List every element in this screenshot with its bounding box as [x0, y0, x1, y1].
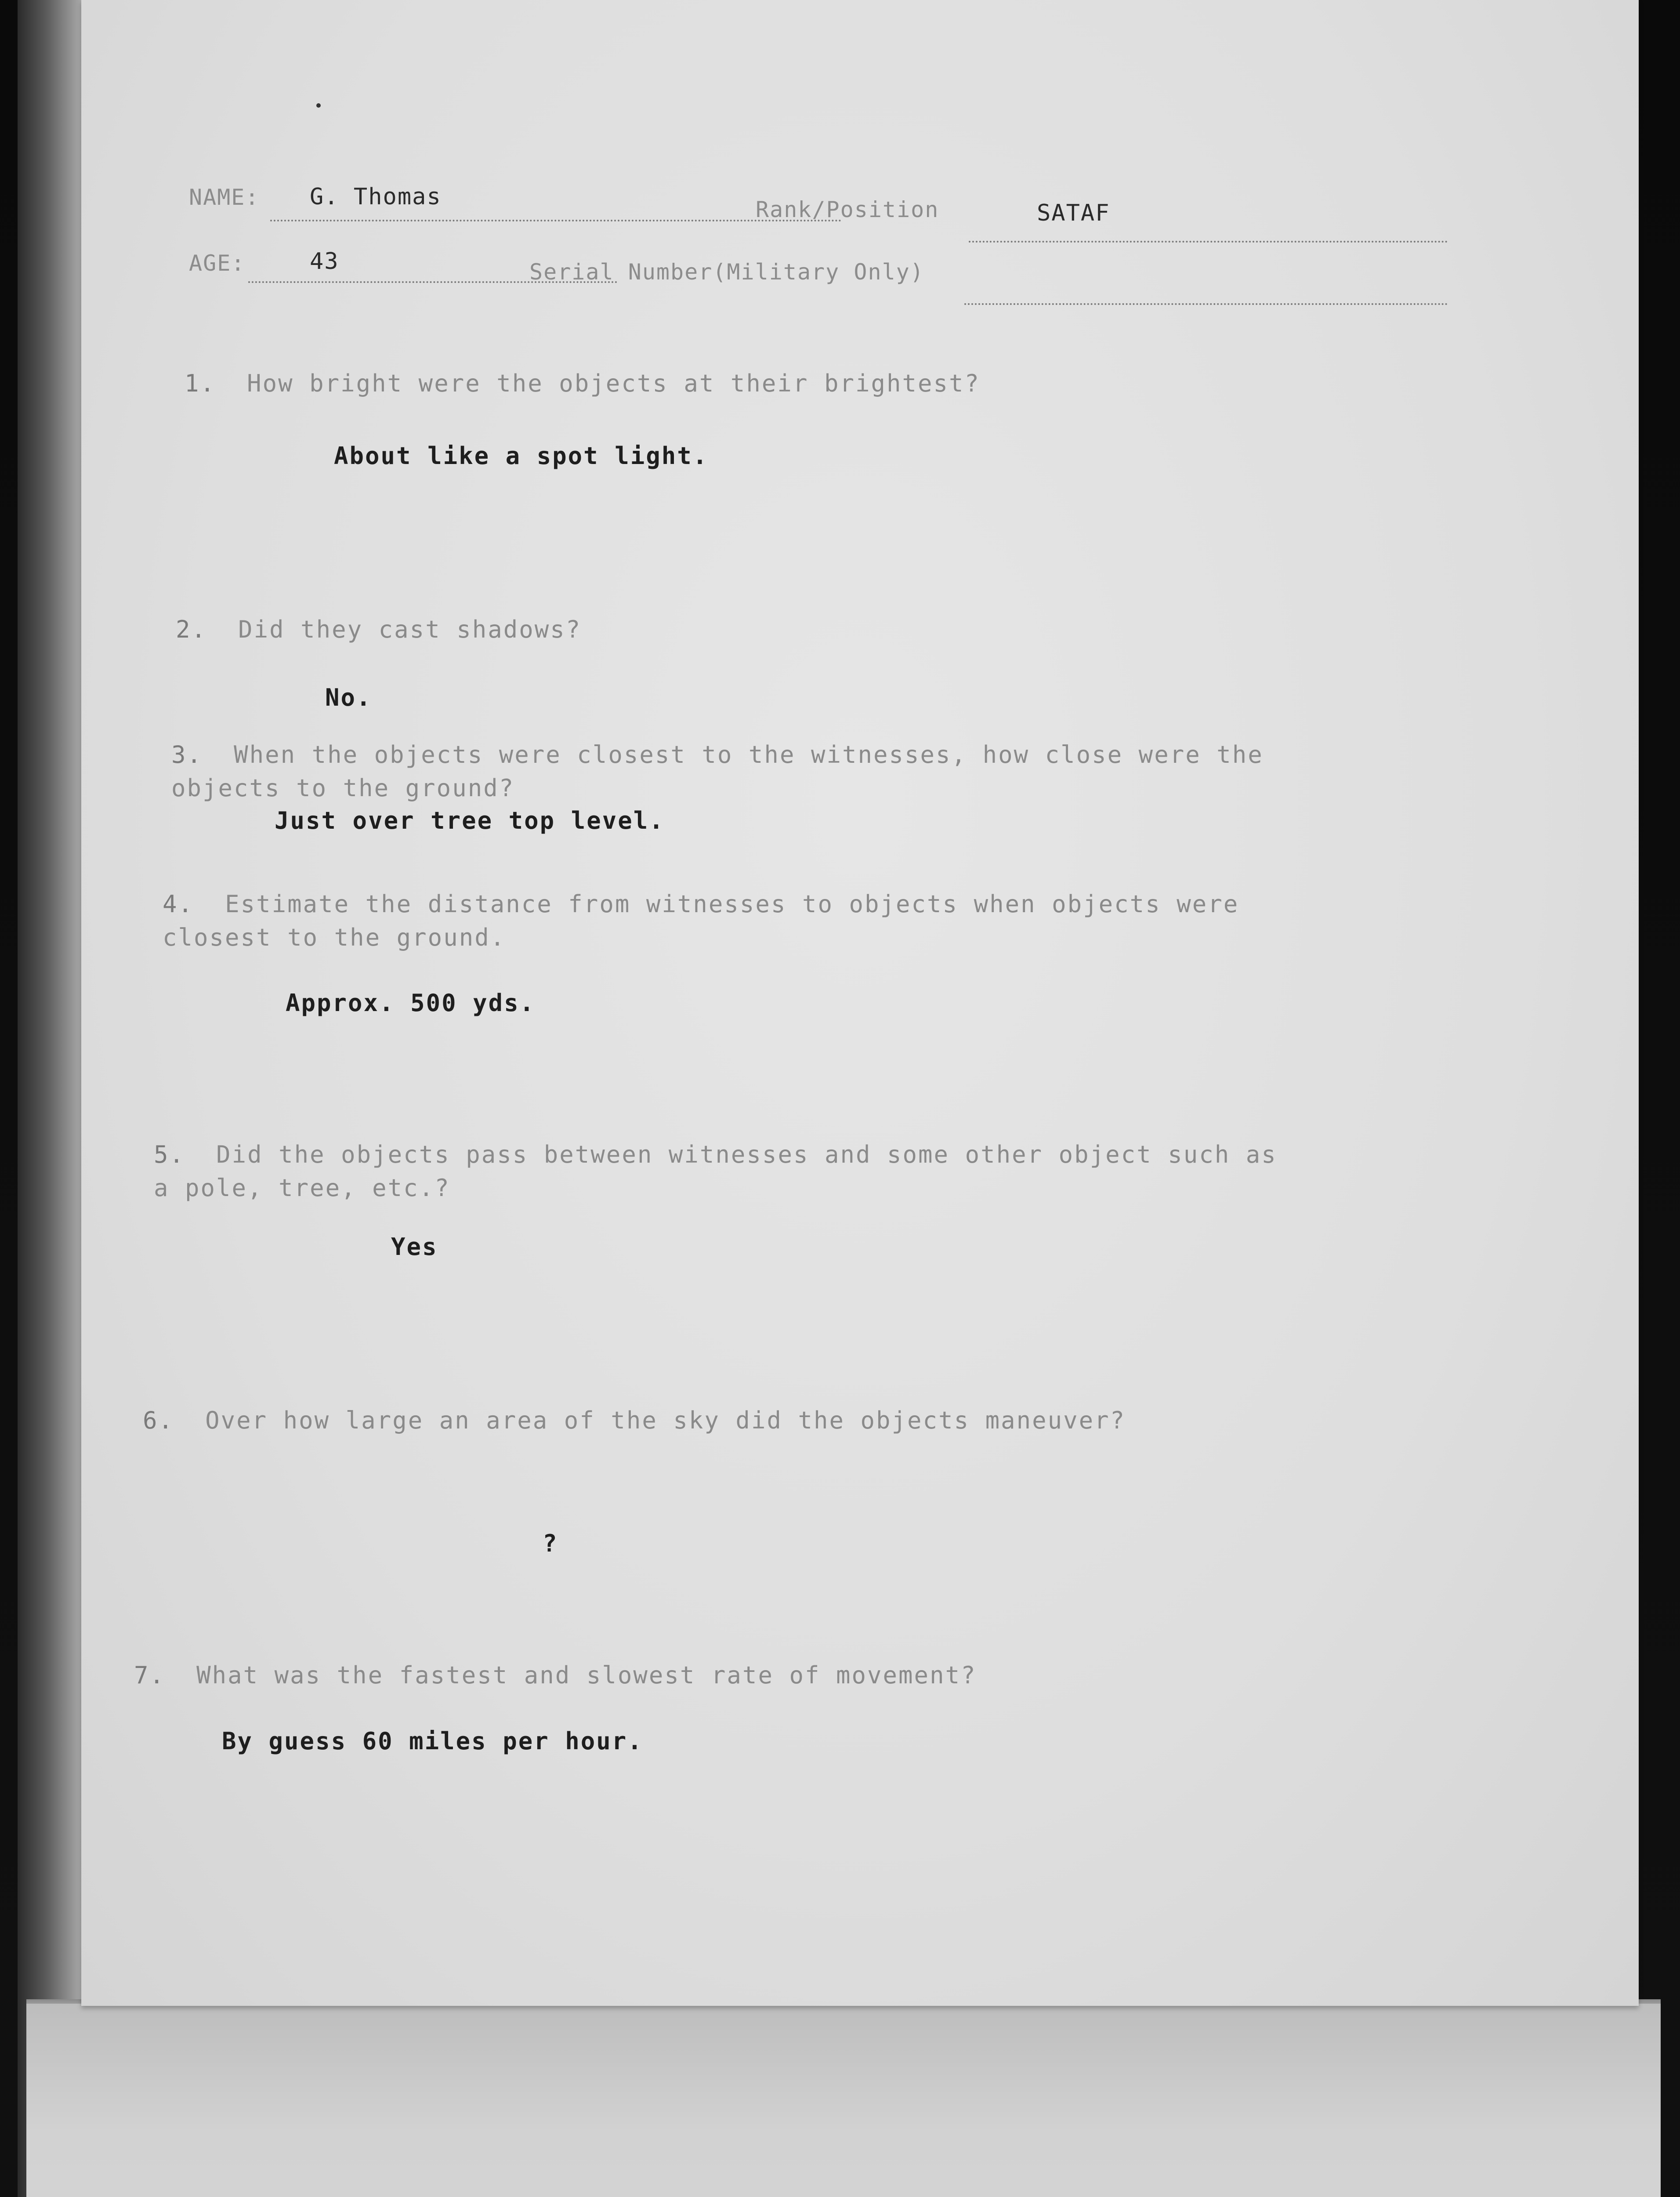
age-value: 43 [310, 248, 339, 275]
question-number: 6. [143, 1407, 174, 1434]
question-number: 2. [176, 616, 207, 643]
answer-5: Yes [391, 1233, 438, 1261]
document-page [81, 0, 1639, 2006]
rank-value: SATAF [1037, 200, 1110, 226]
question-text: Did the objects pass between witnesses and some other object such as a pole, tree, etc.? [154, 1141, 1277, 1202]
answer-7: By guess 60 miles per hour. [222, 1727, 643, 1755]
answer-4: Approx. 500 yds. [286, 989, 536, 1017]
question-number: 7. [134, 1661, 166, 1689]
question-text: Over how large an area of the sky did the objects maneuver? [205, 1407, 1126, 1434]
question-1 [185, 367, 980, 400]
question-6 [143, 1404, 1126, 1437]
serial-rule [964, 303, 1448, 305]
question-5 [154, 1138, 1277, 1205]
answer-6: ? [543, 1530, 558, 1557]
question-text: What was the fastest and slowest rate of movement? [196, 1661, 977, 1689]
question-text: How bright were the objects at their brightest? [247, 370, 981, 397]
film-edge-strip [18, 0, 88, 2197]
answer-3: Just over tree top level. [275, 807, 665, 834]
rank-rule [969, 241, 1448, 243]
rank-label: Rank/Position [756, 197, 939, 222]
answer-1: About like a spot light. [334, 442, 709, 470]
question-text: When the objects were closest to the witnesses, how close were the objects to the ground? [171, 741, 1264, 802]
mount-board [26, 2004, 1661, 2197]
question-text: Did they cast shadows? [238, 616, 582, 643]
question-number: 5. [154, 1141, 185, 1168]
question-3 [171, 738, 1264, 805]
name-value: G. Thomas [310, 184, 442, 210]
answer-2: No. [325, 684, 372, 711]
dust-speck [316, 103, 321, 108]
question-2 [176, 613, 581, 646]
question-number: 3. [171, 741, 203, 769]
age-label: AGE: [189, 250, 246, 276]
question-number: 1. [185, 370, 216, 397]
serial-label: Serial Number(Military Only) [529, 259, 924, 285]
name-label: NAME: [189, 185, 260, 210]
question-text: Estimate the distance from witnesses to objects when objects were closest to the ground. [163, 890, 1239, 951]
question-4 [163, 888, 1239, 954]
question-7 [134, 1659, 977, 1692]
question-number: 4. [163, 890, 194, 918]
